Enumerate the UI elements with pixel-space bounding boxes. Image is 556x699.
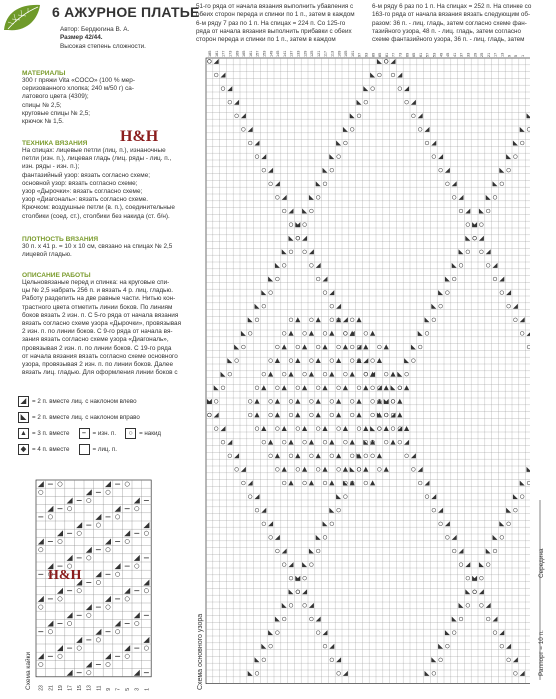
purl-icon: – xyxy=(79,428,90,439)
three-tog-icon: ▲ xyxy=(18,428,29,439)
legend-text: = 2 п. вместе лиц. с наклоном вправо xyxy=(32,414,140,421)
row-number: 109 xyxy=(337,50,342,57)
text-line: схеме фантазийного узора, 36 п. - лиц. гладь, затем xyxy=(372,36,525,44)
technique-line: основной узор: вязать согласно схеме; xyxy=(22,179,138,187)
text-line: тазийного узора, 48 п. - лиц. гладь, затем согласно xyxy=(372,27,521,35)
mid-marker xyxy=(534,500,546,580)
column-number: 21 xyxy=(48,685,55,691)
technique-heading: ТЕХНИКА ВЯЗАНИЯ xyxy=(22,140,88,147)
technique-line: Крючком: воздушные петли (в. п.), соединительные xyxy=(22,204,175,212)
row-number: 157 xyxy=(255,50,260,57)
materials-list xyxy=(22,77,192,126)
work-line: Работу разделить на две равные части. Нитью кон- xyxy=(22,295,176,303)
row-number: 169 xyxy=(235,50,240,57)
row-number: 29 xyxy=(473,52,478,57)
author-block xyxy=(60,26,190,51)
continued-text-2 xyxy=(372,3,552,44)
technique-line: фантазийный узор: вязать согласно схеме; xyxy=(22,171,151,179)
technique-line: На спицах: лицевые петли (лиц. п.), изнаночные xyxy=(22,147,166,154)
legend-text: = 4 п. вместе xyxy=(32,446,70,453)
text-line: 163-го ряда от начала вязания вязать следующим об- xyxy=(372,11,531,19)
technique-line: узор «Дырочки»: вязать согласно схеме; xyxy=(22,188,143,196)
density-line: 30 п. х 41 р. = 10 х 10 см, связано на спицах № 2,5 xyxy=(22,243,173,250)
row-number: 133 xyxy=(296,50,301,57)
row-number: 61 xyxy=(418,52,423,57)
row-number: 53 xyxy=(432,52,437,57)
row-number: 45 xyxy=(446,52,451,57)
row-number: 141 xyxy=(282,50,287,57)
row-number: 49 xyxy=(439,52,444,57)
material-line: 300 г пряжи Vita «COCO» (100 % мер- xyxy=(22,77,135,84)
row-number: 57 xyxy=(425,52,430,57)
work-line: цы № 2,5 набрать 256 п. и вязать 4 р. лиц. гладью. xyxy=(22,287,174,295)
text-line: сторон переда и спинки по 1 п., затем в каждом xyxy=(196,36,336,44)
text-line: 51-го ряда от начала вязания выполнить убавления с xyxy=(196,3,354,10)
row-number: 101 xyxy=(350,50,355,57)
author-line: Автор: Бердюгина В. А. xyxy=(60,26,130,33)
work-line: зания вязать согласно схеме узора «Диагональ», xyxy=(22,336,169,344)
column-number: 7 xyxy=(115,688,122,691)
text-line: ряда от начала вязания выполнить прибавки с обеих xyxy=(196,27,352,35)
density-list xyxy=(22,243,192,259)
row-number: 69 xyxy=(405,52,410,57)
work-line: 2 изн. п. по линии боков. С 9-го ряда от начала вя- xyxy=(22,328,173,336)
legend-text: = накид xyxy=(139,430,162,437)
column-number: 19 xyxy=(57,685,64,691)
row-number: 125 xyxy=(310,50,315,57)
row-number: 153 xyxy=(262,50,267,57)
row-number: 129 xyxy=(303,50,308,57)
column-number: 5 xyxy=(125,688,132,691)
row-number: 73 xyxy=(398,52,403,57)
column-number: 17 xyxy=(67,685,74,691)
legend-text: = лиц. п. xyxy=(92,446,117,453)
chart-caption: Схема основного узора xyxy=(197,613,204,690)
technique-line: столбики (соед. ст.), столбики без накида (ст. б/н). xyxy=(22,212,170,220)
leaf-icon xyxy=(2,2,42,34)
work-line: вязать лиц. гладью. Для оформления линии боков с xyxy=(22,369,178,377)
row-number: 5 xyxy=(514,54,519,57)
work-line: провязывая 2 изн. п. по линии боков. С 19-го ряда xyxy=(22,344,172,352)
row-number: 161 xyxy=(248,50,253,57)
column-number: 15 xyxy=(77,685,84,691)
work-list xyxy=(22,279,192,377)
mid-label: Середина xyxy=(538,548,545,578)
four-tog-icon: ◆ xyxy=(18,444,29,455)
material-line: серизованного хлопка; 240 м/50 г) са- xyxy=(22,85,134,93)
row-number: 85 xyxy=(378,52,383,57)
legend-row xyxy=(18,444,193,455)
legend-row xyxy=(18,396,193,407)
row-number: 17 xyxy=(493,52,498,57)
text-line: обеих сторон переда и спинки по 1 п., затем в каждом xyxy=(196,11,355,19)
work-heading: ОПИСАНИЕ РАБОТЫ xyxy=(22,272,91,279)
row-number: 81 xyxy=(384,52,389,57)
chart-legend xyxy=(18,396,193,455)
material-line: круговые спицы № 2,5; xyxy=(22,109,91,117)
row-number: 93 xyxy=(364,52,369,57)
page-title: 6 АЖУРНОЕ ПЛАТЬЕ xyxy=(52,4,200,20)
column-number: 9 xyxy=(105,688,112,691)
row-number: 149 xyxy=(269,50,274,57)
density-heading: ПЛОТНОСТЬ ВЯЗАНИЯ xyxy=(22,236,99,243)
column-number: 11 xyxy=(96,685,103,691)
work-line: вязать согласно схеме узора «Дырочки», провязывая xyxy=(22,320,182,328)
yarn-over-icon: ○ xyxy=(125,428,136,439)
legend-row xyxy=(18,412,193,423)
row-number: 89 xyxy=(371,52,376,57)
difficulty-line: Высокая степень сложности. xyxy=(60,42,146,50)
small-chart-caption: Схема кайки xyxy=(25,651,32,690)
column-number: 13 xyxy=(86,685,93,691)
work-line: трастного цвета отметить линии боков. По линиям xyxy=(22,303,173,311)
density-line: лицевой гладью. xyxy=(22,251,72,259)
row-number: 25 xyxy=(480,52,485,57)
legend-row xyxy=(18,428,193,439)
technique-section xyxy=(22,140,192,221)
work-section xyxy=(22,272,192,377)
row-number: 97 xyxy=(357,52,362,57)
dec-left-icon: ◢ xyxy=(18,396,29,407)
technique-line: изн. ряды - изн. п.); xyxy=(22,163,80,171)
row-number: 105 xyxy=(344,50,349,57)
column-number: 23 xyxy=(38,685,45,691)
material-line: крючок № 1,5. xyxy=(22,118,64,126)
hh-logo: H&H xyxy=(120,128,159,145)
row-number: 181 xyxy=(214,50,219,57)
legend-text: = 2 п. вместе лиц. с наклоном влево xyxy=(32,398,137,405)
row-number: 65 xyxy=(412,52,417,57)
dec-right-icon: ◣ xyxy=(18,412,29,423)
legend-text: = 3 п. вместе xyxy=(32,430,70,437)
work-line: боков вязать 2 изн. п. С 5-го ряда от начала вязания xyxy=(22,311,179,319)
continued-text-1 xyxy=(196,3,366,44)
row-number: 137 xyxy=(289,50,294,57)
row-number: 33 xyxy=(466,52,471,57)
density-section xyxy=(22,236,192,259)
row-number: 77 xyxy=(391,52,396,57)
row-number: 177 xyxy=(221,50,226,57)
work-line: узора, провязывая 2 изн. п. по линии боков. Далее xyxy=(22,361,174,369)
row-number: 13 xyxy=(500,52,505,57)
material-line: спицы № 2,5; xyxy=(22,101,62,109)
hh-logo-small: H&H xyxy=(48,568,82,583)
work-line: от начала вязания вязать согласно схеме основного xyxy=(22,352,178,360)
row-number: 185 xyxy=(208,50,213,57)
row-number: 121 xyxy=(316,50,321,57)
row-number: 21 xyxy=(486,52,491,57)
row-number: 37 xyxy=(459,52,464,57)
repeat-label: Раппорт = 10 п. xyxy=(538,630,545,676)
work-line: Цельновязаные перед и спинка: на круговые спи- xyxy=(22,279,170,286)
row-number: 173 xyxy=(228,50,233,57)
repeat-marker xyxy=(534,580,546,680)
materials-heading: МАТЕРИАЛЫ xyxy=(22,70,66,77)
legend-text: = изн. п. xyxy=(92,430,117,437)
materials-section xyxy=(22,70,192,126)
knit-icon xyxy=(79,444,90,455)
row-number: 1 xyxy=(520,54,525,57)
column-number: 3 xyxy=(134,688,141,691)
row-number: 117 xyxy=(323,50,328,57)
text-line: разом: 36 п. - лиц. гладь, затем согласно схеме фан- xyxy=(372,19,527,27)
size-line: Размер 42/44. xyxy=(60,34,103,42)
material-line: латового цвета (4309); xyxy=(22,93,89,101)
row-number: 145 xyxy=(276,50,281,57)
technique-list xyxy=(22,147,192,221)
technique-line: узор «Диагональ»: вязать согласно схеме. xyxy=(22,196,149,204)
main-pattern-chart xyxy=(190,50,530,698)
column-number: 1 xyxy=(144,688,151,691)
technique-line: петли (изн. п.), лицевая гладь (лиц. ряды - лиц. п., xyxy=(22,155,172,163)
text-line: 6-м ряду 7 раз по 1 п. На спицах = 224 п. Со 125-го xyxy=(196,19,346,27)
row-number: 9 xyxy=(507,54,512,57)
row-number: 113 xyxy=(330,50,335,57)
row-number: 41 xyxy=(452,52,457,57)
trim-pattern-chart xyxy=(20,478,160,696)
row-number: 165 xyxy=(242,50,247,57)
text-line: 6-м ряду 6 раз по 1 п. На спицах = 252 п. На спинке со xyxy=(372,3,532,10)
